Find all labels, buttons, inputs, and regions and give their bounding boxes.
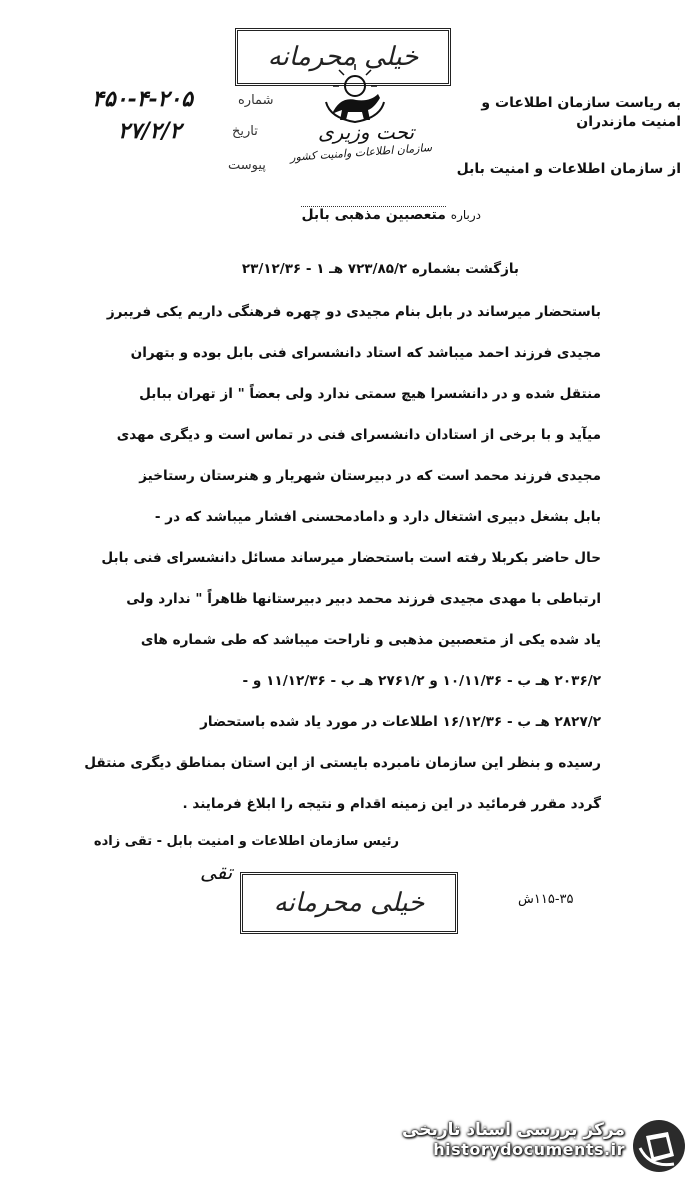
from-value: سازمان اطلاعات و امنیت بابل	[456, 161, 664, 177]
document-code: ۱۱۵-۳۵ش	[518, 892, 574, 907]
body-line: بابل بشغل دبیری اشتغال دارد و دامادمحسنی افشار میباشد که در -	[154, 509, 601, 525]
handwritten-note: تحت وزیری	[318, 120, 415, 144]
number-label: شماره	[238, 93, 274, 108]
number-value: ۴۵۰-۴-۲۰۵	[92, 86, 193, 112]
date-label: تاریخ	[232, 124, 258, 139]
from-label: از	[668, 161, 681, 177]
recipient	[441, 94, 681, 132]
subject	[221, 206, 481, 225]
subject-label: درباره	[450, 208, 481, 222]
handwritten-org-note: سازمان اطلاعات وامنیت کشور	[289, 141, 433, 164]
body-line: مجیدی فرزند احمد میباشد که استاد دانشسرای فنی بابل بوده و بتهران	[130, 345, 601, 361]
letter-body	[81, 292, 601, 825]
reference-line: بازگشت بشماره ۷۲۳/۸۵/۲ هـ ۱ - ۲۳/۱۲/۳۶	[241, 261, 519, 277]
body-line: یاد شده یکی از متعصبین مذهبی و ناراحت میباشد که طی شماره های	[140, 632, 601, 648]
watermark-title: مرکز بررسی اسناد تاریخی	[402, 1120, 625, 1140]
body-line: باستحضار میرساند در بابل بنام مجیدی دو چهره فرهنگی داریم یکی فریبرز	[106, 304, 601, 320]
sender	[441, 160, 681, 179]
to-value: ریاست سازمان اطلاعات و امنیت مازندران	[481, 95, 681, 130]
body-line: رسیده و بنظر این سازمان نامبرده بایستی از این استان بمناطق دیگری منتقل	[84, 755, 601, 771]
watermark-url: historydocuments.ir	[433, 1140, 625, 1159]
subject-value: متعصبین مذهبی بابل	[301, 207, 446, 223]
signature-initials: تقی	[200, 860, 233, 884]
lion-sun-emblem-icon	[322, 62, 388, 128]
archive-logo-icon	[630, 1118, 688, 1178]
watermark	[402, 1120, 625, 1159]
body-line: گردد مقرر فرمائید در این زمینه اقدام و نتیجه را ابلاغ فرمایند .	[182, 796, 601, 812]
attachment-label: پیوست	[228, 158, 266, 173]
to-label: به	[667, 95, 681, 111]
date-value: ۲۷/۲/۲	[118, 118, 182, 144]
body-line: منتقل شده و در دانشسرا هیچ سمتی ندارد ولی بعضاً " از تهران ببابل	[139, 386, 601, 402]
body-line: حال حاضر بکربلا رفته است باستحضار میرساند مسائل دانشسرای فنی بابل	[101, 550, 601, 566]
signature-title: رئیس سازمان اطلاعات و امنیت بابل - تقی زاده	[93, 834, 399, 849]
stamp-text: خیلی محرمانه	[273, 888, 425, 918]
confidential-stamp-bottom	[240, 872, 458, 934]
body-line: ارتباطی با مهدی مجیدی فرزند محمد دبیر دبیرستانها ظاهراً " ندارد ولی	[126, 591, 601, 607]
stamp-text: خیلی محرمانه	[267, 42, 419, 72]
body-line: ۲۰۳۶/۲ هـ ب - ۱۰/۱۱/۳۶ و ۲۷۶۱/۲ هـ ب - ۱۱/۱۲/۳۶ و -	[242, 673, 601, 689]
body-line: میآید و با برخی از استادان دانشسرای فنی در تماس است و دیگری مهدی	[116, 427, 601, 443]
body-line: ۲۸۲۷/۲ هـ ب - ۱۶/۱۲/۳۶ اطلاعات در مورد یاد شده باستحضار	[200, 714, 601, 730]
body-line: مجیدی فرزند محمد است که در دبیرستان شهریار و هنرستان رستاخیز	[139, 468, 601, 484]
